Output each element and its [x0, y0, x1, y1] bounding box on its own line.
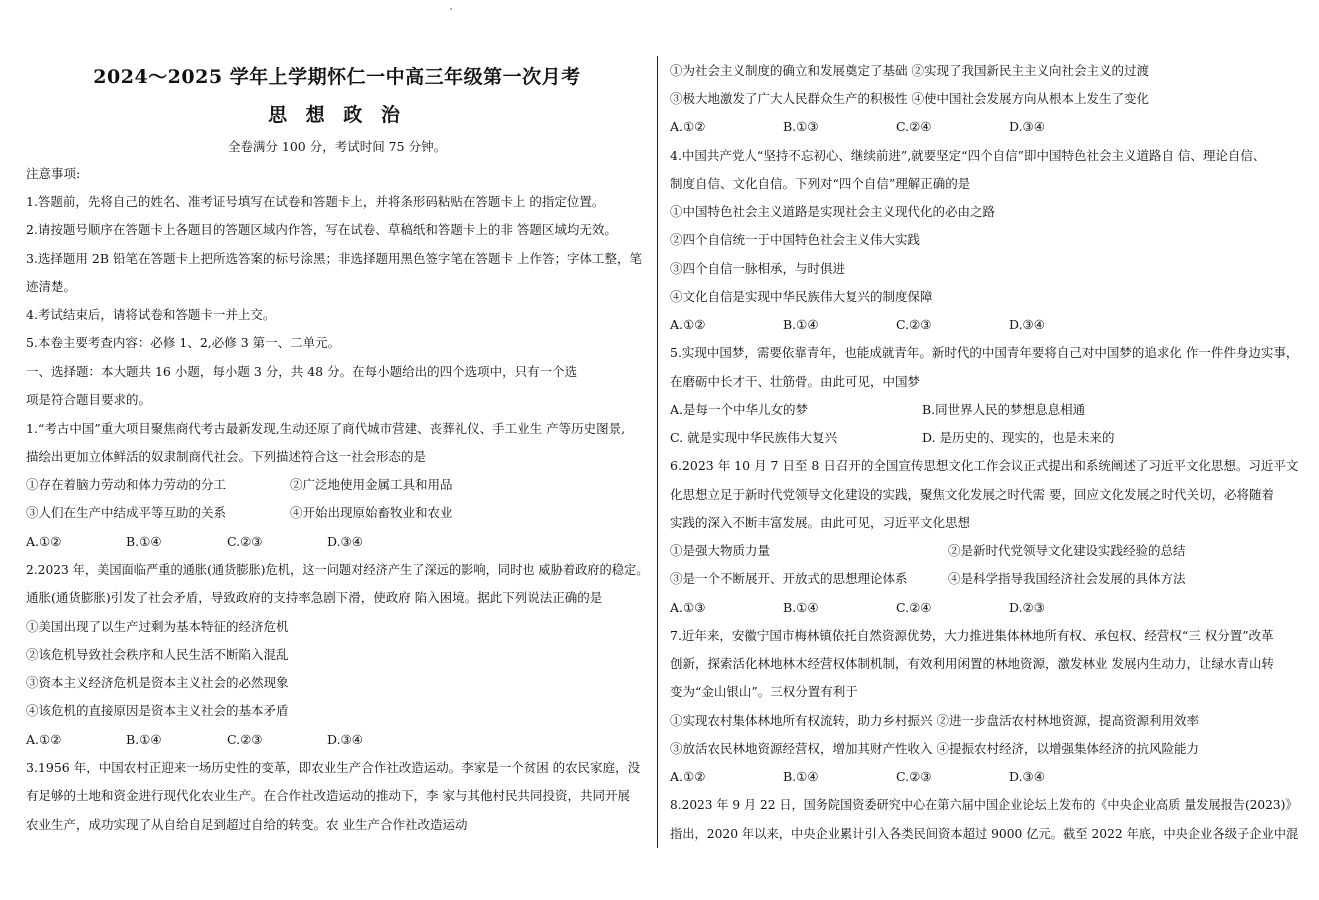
- q5-option-d: D. 是历史的、现实的，也是未来的: [922, 430, 1115, 445]
- q3-option-a: A.①②: [670, 119, 706, 134]
- q7-option-a: A.①②: [670, 769, 706, 784]
- q4-option-d: D.③④: [1009, 317, 1045, 332]
- scan-dot: [450, 8, 452, 10]
- question-1-stem: 1.“考古中国”重大项目聚焦商代考古最新发现,生动还原了商代城市营建、丧葬礼仪、手工业生 产等历史图景,: [26, 421, 626, 436]
- column-divider: [657, 56, 658, 848]
- q2-option-b: B.①④: [126, 732, 162, 747]
- q1-option-a: A.①②: [26, 534, 62, 549]
- exam-title: 2024～2025 学年上学期怀仁一中高三年级第一次月考: [93, 66, 581, 88]
- q1-statement-2: ②广泛地使用金属工具和用品: [290, 477, 453, 492]
- question-1-stem: 描绘出更加立体鲜活的奴隶制商代社会。下列描述符合这一社会形态的是: [26, 449, 427, 464]
- q4-option-c: C.②③: [896, 317, 932, 332]
- q6-option-b: B.①④: [783, 600, 819, 615]
- question-5-stem: 5.实现中国梦，需要依靠青年，也能成就青年。新时代的中国青年要将自己对中国梦的追求化 作一件件身边实事，: [670, 345, 1299, 360]
- question-3-stem: 农业生产，成功实现了从自给自足到超过自给的转变。农 业生产合作社改造运动: [26, 817, 468, 832]
- q5-option-c: C. 就是实现中华民族伟大复兴: [670, 430, 838, 445]
- q6-statement-2: ②是新时代党领导文化建设实践经验的总结: [948, 543, 1186, 558]
- q5-option-a: A.是每一个中华儿女的梦: [670, 402, 809, 417]
- note-line: 5.本卷主要考查内容：必修 1、2,必修 3 第一、二单元。: [26, 335, 341, 350]
- q2-statement-2: ②该危机导致社会秩序和人民生活不断陷入混乱: [26, 647, 289, 662]
- question-3-stem: 3.1956 年，中国农村正迎来一场历史性的变革，即农业生产合作社改造运动。李家是一个贫困 的农民家庭，没: [26, 760, 641, 775]
- note-line: 3.选择题用 2B 铅笔在答题卡上把所选答案的标号涂黑；非选择题用黑色签字笔在答题卡 上作答；字体工整，笔: [26, 251, 642, 266]
- section-heading-cont: 项是符合题目要求的。: [26, 392, 152, 407]
- q2-option-c: C.②③: [227, 732, 263, 747]
- note-line: 1.答题前，先将自己的姓名、准考证号填写在试卷和答题卡上，并将条形码粘贴在答题卡上 的指定位置。: [26, 194, 605, 209]
- q2-option-a: A.①②: [26, 732, 62, 747]
- q3-option-b: B.①③: [783, 119, 819, 134]
- note-line: 迹清楚。: [26, 279, 77, 294]
- question-7-stem: 7.近年来，安徽宁国市梅林镇依托自然资源优势，大力推进集体林地所有权、承包权、经营权“三 权分置”改革: [670, 628, 1274, 643]
- question-6-stem: 实践的深入不断丰富发展。由此可见，习近平文化思想: [670, 515, 971, 530]
- q4-statement-4: ④文化自信是实现中华民族伟大复兴的制度保障: [670, 289, 933, 304]
- question-8-stem: 指出，2020 年以来，中央企业累计引入各类民间资本超过 9000 亿元。截至 2022 年底，中央企业各级子企业中混: [670, 826, 1299, 841]
- q4-statement-3: ③四个自信一脉相承，与时俱进: [670, 261, 846, 276]
- q6-statement-1: ①是强大物质力量: [670, 543, 771, 558]
- subject-title: 思 想 政 治: [268, 104, 406, 126]
- note-line: 4.考试结束后，请将试卷和答题卡一并上交。: [26, 307, 276, 322]
- notes-heading: 注意事项:: [26, 166, 81, 181]
- q2-option-d: D.③④: [327, 732, 363, 747]
- question-4-stem: 4.中国共产党人“坚持不忘初心、继续前进”,就要坚定“四个自信”即中国特色社会主义道路自 信、理论自信、: [670, 148, 1266, 163]
- q6-statement-3: ③是一个不断展开、开放式的思想理论体系: [670, 571, 908, 586]
- q2-statement-3: ③资本主义经济危机是资本主义社会的必然现象: [26, 675, 289, 690]
- q7-statements-1-2: ①实现农村集体林地所有权流转，助力乡村振兴 ②进一步盘活农村林地资源，提高资源利用效率: [670, 713, 1199, 728]
- question-2-stem: 2.2023 年，美国面临严重的通胀(通货膨胀)危机，这一问题对经济产生了深远的影响，同时也 威胁着政府的稳定。: [26, 562, 649, 577]
- note-line: 2.请按题号顺序在答题卡上各题目的答题区域内作答，写在试卷、草稿纸和答题卡上的非 答题区域均无效。: [26, 222, 617, 237]
- question-4-stem: 制度自信、文化自信。下列对“四个自信”理解正确的是: [670, 176, 971, 191]
- q4-statement-2: ②四个自信统一于中国特色社会主义伟大实践: [670, 232, 921, 247]
- q4-statement-1: ①中国特色社会主义道路是实现社会主义现代化的必由之路: [670, 204, 996, 219]
- q2-statement-1: ①美国出现了以生产过剩为基本特征的经济危机: [26, 619, 289, 634]
- q7-option-b: B.①④: [783, 769, 819, 784]
- q7-statements-3-4: ③放活农民林地资源经营权，增加其财产性收入 ④提振农村经济，以增强集体经济的抗风险能力: [670, 741, 1199, 756]
- question-7-stem: 变为“金山银山”。三权分置有利于: [670, 684, 858, 699]
- q1-option-b: B.①④: [126, 534, 162, 549]
- question-2-stem: 通胀(通货膨胀)引发了社会矛盾，导致政府的支持率急剧下滑，使政府 陷入困境。据此下列说法正确的是: [26, 590, 603, 605]
- q1-option-d: D.③④: [327, 534, 363, 549]
- exam-meta: 全卷满分 100 分，考试时间 75 分钟。: [227, 139, 447, 154]
- q3-option-d: D.③④: [1009, 119, 1045, 134]
- q3-statements-3-4: ③极大地激发了广大人民群众生产的积极性 ④使中国社会发展方向从根本上发生了变化: [670, 91, 1149, 106]
- question-6-stem: 6.2023 年 10 月 7 日至 8 日召开的全国宣传思想文化工作会议正式提出和系统阐述了习近平文化思想。习近平文: [670, 458, 1299, 473]
- q5-option-b: B.同世界人民的梦想息息相通: [922, 402, 1086, 417]
- q1-option-c: C.②③: [227, 534, 263, 549]
- q3-statements-1-2: ①为社会主义制度的确立和发展奠定了基础 ②实现了我国新民主主义向社会主义的过渡: [670, 63, 1149, 78]
- question-3-stem: 有足够的土地和资金进行现代化农业生产。在合作社改造运动的推动下，李 家与其他村民共同投资，共同开展: [26, 788, 630, 803]
- question-8-stem: 8.2023 年 9 月 22 日，国务院国资委研究中心在第六届中国企业论坛上发布的《中央企业高质 量发展报告(2023)》: [670, 797, 1298, 812]
- q6-option-a: A.①③: [670, 600, 706, 615]
- q4-option-b: B.①④: [783, 317, 819, 332]
- q4-option-a: A.①②: [670, 317, 706, 332]
- q6-option-d: D.②③: [1009, 600, 1045, 615]
- question-6-stem: 化思想立足于新时代党领导文化建设的实践，聚焦文化发展之时代需 要，回应文化发展之时代关切，必将随着: [670, 487, 1274, 502]
- question-7-stem: 创新，探索活化林地林木经营权体制机制，有效利用闲置的林地资源，激发林业 发展内生动力，让绿水青山转: [670, 656, 1274, 671]
- section-heading: 一、选择题：本大题共 16 小题，每小题 3 分，共 48 分。在每小题给出的四个选项中，只有一个选: [26, 364, 578, 379]
- q1-statement-3: ③人们在生产中结成平等互助的关系: [26, 505, 227, 520]
- q2-statement-4: ④该危机的直接原因是资本主义社会的基本矛盾: [26, 703, 289, 718]
- q1-statement-4: ④开始出现原始畜牧业和农业: [290, 505, 453, 520]
- q6-statement-4: ④是科学指导我国经济社会发展的具体方法: [948, 571, 1186, 586]
- q1-statement-1: ①存在着脑力劳动和体力劳动的分工: [26, 477, 227, 492]
- q6-option-c: C.②④: [896, 600, 932, 615]
- question-5-stem: 在磨砺中长才干、壮筋骨。由此可见，中国梦: [670, 374, 921, 389]
- q7-option-c: C.②③: [896, 769, 932, 784]
- q7-option-d: D.③④: [1009, 769, 1045, 784]
- q3-option-c: C.②④: [896, 119, 932, 134]
